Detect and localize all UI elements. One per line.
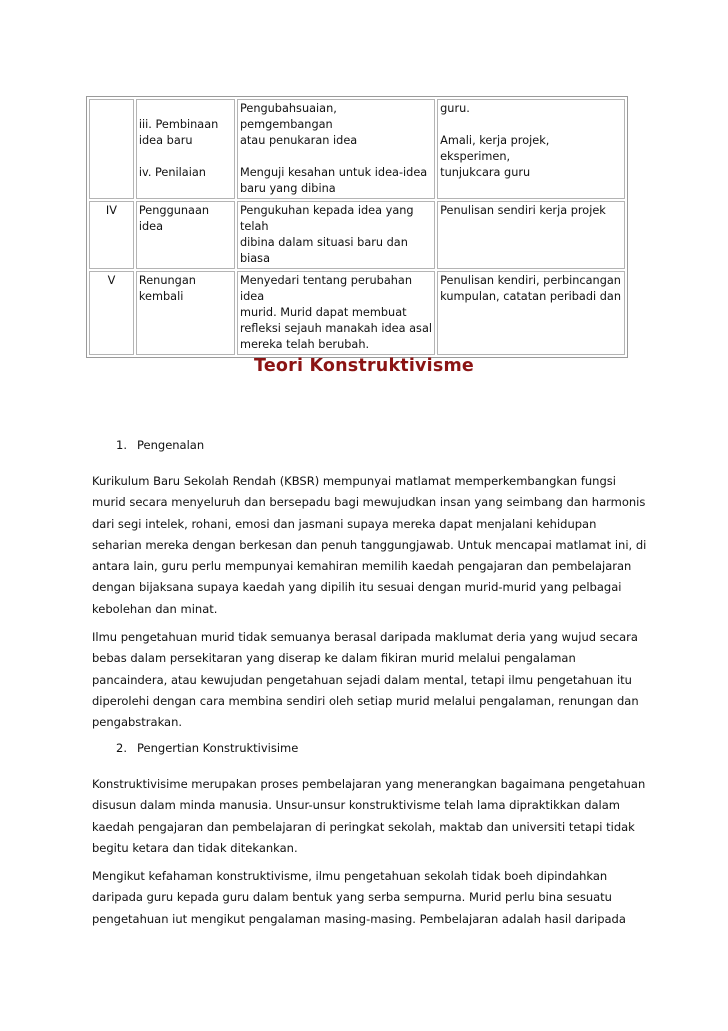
cell-line: Pengubahsuaian, pemgembangan (239, 102, 337, 131)
learning-phases-table (86, 96, 628, 358)
cell-line (240, 149, 432, 165)
cell-line: Amali, kerja projek, eksperimen, (440, 134, 550, 163)
paragraph-line: Kurikulum Baru Sekolah Rendah (KBSR) mempunyai matlamat memperkembangkan fungsi (92, 474, 616, 488)
document-title: Teori Konstruktivisme (254, 356, 474, 376)
cell-line: atau penukaran idea (239, 134, 358, 147)
cell-line: kumpulan, catatan peribadi dan (440, 290, 621, 303)
cell-line: mereka telah berubah. (239, 338, 370, 351)
paragraph-line: Mengikut kefahaman konstruktivisme, ilmu pengetahuan sekolah tidak boeh dipindahkan (92, 869, 608, 883)
paragraph-line: seharian mereka dengan berkesan dan penuh tanggungjawab. Untuk mencapai matlamat ini, di (92, 537, 647, 552)
cell-line: dibina dalam situasi baru dan biasa (239, 236, 408, 265)
section-heading (116, 438, 204, 452)
cell-line: iv. Penilaian (138, 166, 206, 179)
cell-line: Menguji kesahan untuk idea-idea (239, 166, 428, 179)
phase-name-cell (136, 271, 235, 355)
cell-line: tunjukcara guru (440, 166, 531, 179)
cell-line (440, 117, 622, 133)
section-number: 2. (116, 741, 127, 755)
cell-line: Penulisan sendiri kerja projek (440, 204, 606, 217)
paragraph-line: pengetahuan iut mengikut pengalaman masing-masing. Pembelajaran adalah hasil daripada (92, 911, 626, 926)
paragraph-line: begitu ketara dan tidak ditekankan. (92, 840, 298, 855)
phase-description-cell (237, 201, 435, 269)
table-row (89, 99, 625, 199)
cell-line: Penulisan kendiri, perbincangan (440, 274, 621, 287)
section-number: 1. (116, 438, 127, 452)
paragraph-line: daripada guru kepada guru dalam bentuk yang serba sempurna. Murid perlu bina sesuatu (92, 890, 612, 905)
paragraph-line: Konstruktivisime merupakan proses pembelajaran yang menerangkan bagaimana pengetahuan (92, 777, 646, 791)
paragraph-line: Ilmu pengetahuan murid tidak semuanya berasal daripada maklumat deria yang wujud secara (92, 630, 638, 644)
cell-line: guru. (440, 102, 470, 115)
cell-line: baru yang dibina (239, 182, 336, 195)
table-row (89, 271, 625, 355)
paragraph-line: antara lain, guru perlu mempunyai kemahiran memilih kaedah pengajaran dan pembelajaran (92, 559, 632, 574)
phase-name-cell (136, 99, 235, 199)
paragraph-line: diperolehi dengan cara membina sendiri oleh setiap murid melalui pengalaman, renungan dan (92, 693, 639, 708)
cell-line (139, 149, 232, 165)
paragraph-line: bebas dalam persekitaran yang diserap ke dalam fikiran murid melalui pengalaman (92, 651, 576, 666)
paragraph-line: dengan bijaksana supaya kaedah yang dipilih itu sesuai dengan murid-murid yang pelbagai (92, 580, 622, 595)
cell-line: Menyedari tentang perubahan idea (239, 274, 412, 303)
cell-line: refleksi sejauh manakah idea asal (239, 322, 433, 335)
phase-name-cell (136, 201, 235, 269)
paragraph-line: kebolehan dan minat. (92, 601, 218, 616)
paragraph-line: pancaindera, atau kewujudan pengetahuan sejadi dalam mental, tetapi ilmu pengetahuan itu (92, 672, 632, 687)
cell-line: idea baru (138, 134, 193, 147)
table-row (89, 201, 625, 269)
cell-line (139, 101, 232, 117)
paragraph (92, 866, 632, 930)
paragraph-line: disusun dalam minda manusia. Unsur-unsur konstruktivisme telah lama dipraktikkan dalam (92, 798, 621, 813)
phase-number-cell: V (89, 271, 134, 355)
paragraph (92, 627, 639, 733)
phase-activity-cell (437, 99, 625, 199)
cell-line: Penggunaan idea (138, 204, 210, 233)
paragraph-line: kaedah pengajaran dan pembelajaran di peringkat sekolah, maktab dan universiti tetapi tidak (92, 819, 635, 834)
paragraph (92, 471, 647, 620)
cell-line: iii. Pembinaan (138, 118, 219, 131)
phase-activity-cell (437, 271, 625, 355)
paragraph-line: dari segi intelek, rohani, emosi dan jasmani supaya mereka dapat menjalani kehidupan (92, 516, 597, 531)
phase-description-cell (237, 99, 435, 199)
paragraph-line: murid secara menyeluruh dan bersepadu bagi mewujudkan insan yang seimbang dan harmonis (92, 495, 646, 510)
paragraph-line: pengabstrakan. (92, 715, 183, 730)
section-heading (116, 741, 298, 755)
phase-activity-cell (437, 201, 625, 269)
cell-line: Pengukuhan kepada idea yang telah (239, 204, 414, 233)
section-heading-text: Pengertian Konstruktivisime (137, 741, 299, 755)
paragraph (92, 774, 646, 859)
section-heading-text: Pengenalan (137, 438, 205, 452)
phase-description-cell (237, 271, 435, 355)
cell-line: Renungan kembali (138, 274, 196, 303)
cell-line: murid. Murid dapat membuat (239, 306, 407, 319)
phase-number-cell: IV (89, 201, 134, 269)
phase-number-cell (89, 99, 134, 199)
